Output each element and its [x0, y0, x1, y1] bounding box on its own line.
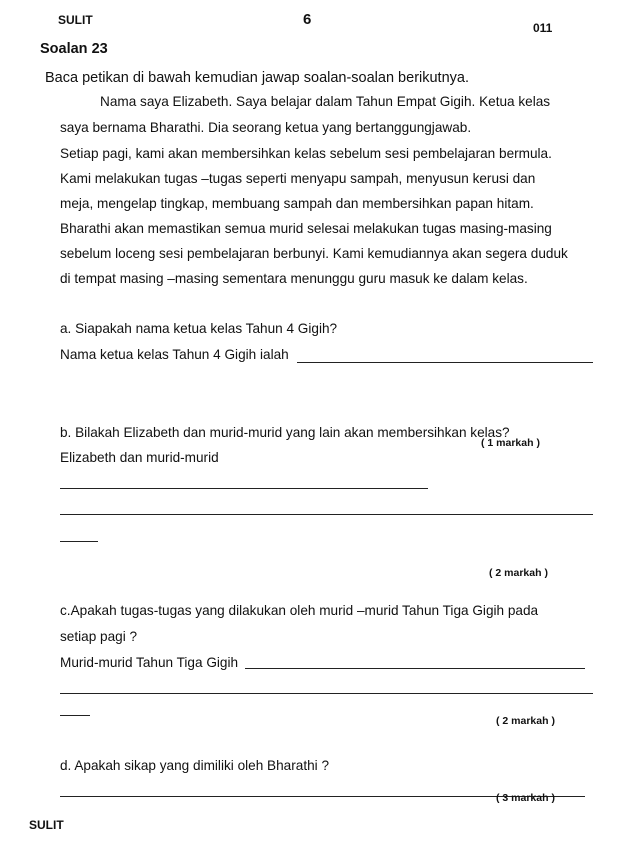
passage-line: Nama saya Elizabeth. Saya belajar dalam Tahun Empat Gigih. Ketua kelas — [100, 94, 551, 109]
answer-line-c-2[interactable] — [60, 693, 593, 694]
marks-c: ( 2 markah ) — [496, 715, 555, 727]
passage-line: sebelum loceng sesi pembelajaran berbunyi. Kami kemudiannya akan segera duduk — [60, 246, 568, 261]
answer-line-c-3[interactable] — [60, 715, 90, 716]
answer-line-b-3[interactable] — [60, 541, 98, 542]
answer-prompt-a: Nama ketua kelas Tahun 4 Gigih ialah — [60, 347, 289, 362]
passage-line: meja, mengelap tingkap, membuang sampah dan membersihkan papan hitam. — [60, 196, 534, 211]
passage-line: Kami melakukan tugas –tugas seperti menyapu sampah, menyusun kerusi dan — [60, 171, 536, 186]
passage-line: saya bernama Bharathi. Dia seorang ketua yang bertanggungjawab. — [60, 120, 472, 135]
question-a: a. Siapakah nama ketua kelas Tahun 4 Gigih? — [60, 321, 338, 336]
passage-line: Setiap pagi, kami akan membersihkan kelas sebelum sesi pembelajaran bermula. — [60, 146, 552, 161]
paper-code: 011 — [533, 21, 553, 35]
question-b: b. Bilakah Elizabeth dan murid-murid yang lain akan membersihkan kelas? — [60, 425, 510, 440]
question-c-line2: setiap pagi ? — [60, 629, 138, 644]
instruction: Baca petikan di bawah kemudian jawap soalan-soalan berikutnya. — [45, 70, 469, 86]
footer-sulit: SULIT — [29, 818, 64, 832]
answer-prompt-b: Elizabeth dan murid-murid — [60, 450, 219, 465]
answer-line-b-1[interactable] — [60, 488, 428, 489]
passage-line: di tempat masing –masing sementara menunggu guru masuk ke dalam kelas. — [60, 271, 528, 286]
page-number: 6 — [303, 11, 312, 28]
section-title: Soalan 23 — [40, 41, 108, 57]
answer-prompt-c: Murid-murid Tahun Tiga Gigih — [60, 655, 239, 670]
answer-line-c-1[interactable] — [245, 668, 585, 669]
header-sulit: SULIT — [58, 13, 93, 27]
passage-line: Bharathi akan memastikan semua murid selesai melakukan tugas masing-masing — [60, 221, 552, 236]
marks-a: ( 1 markah ) — [481, 437, 540, 449]
question-c-line1: c.Apakah tugas-tugas yang dilakukan oleh murid –murid Tahun Tiga Gigih pada — [60, 603, 539, 618]
marks-d: ( 3 markah ) — [496, 792, 555, 804]
marks-b: ( 2 markah ) — [489, 567, 548, 579]
answer-line-a[interactable] — [297, 362, 593, 363]
question-d: d. Apakah sikap yang dimiliki oleh Bharathi ? — [60, 758, 330, 773]
answer-line-b-2[interactable] — [60, 514, 593, 515]
